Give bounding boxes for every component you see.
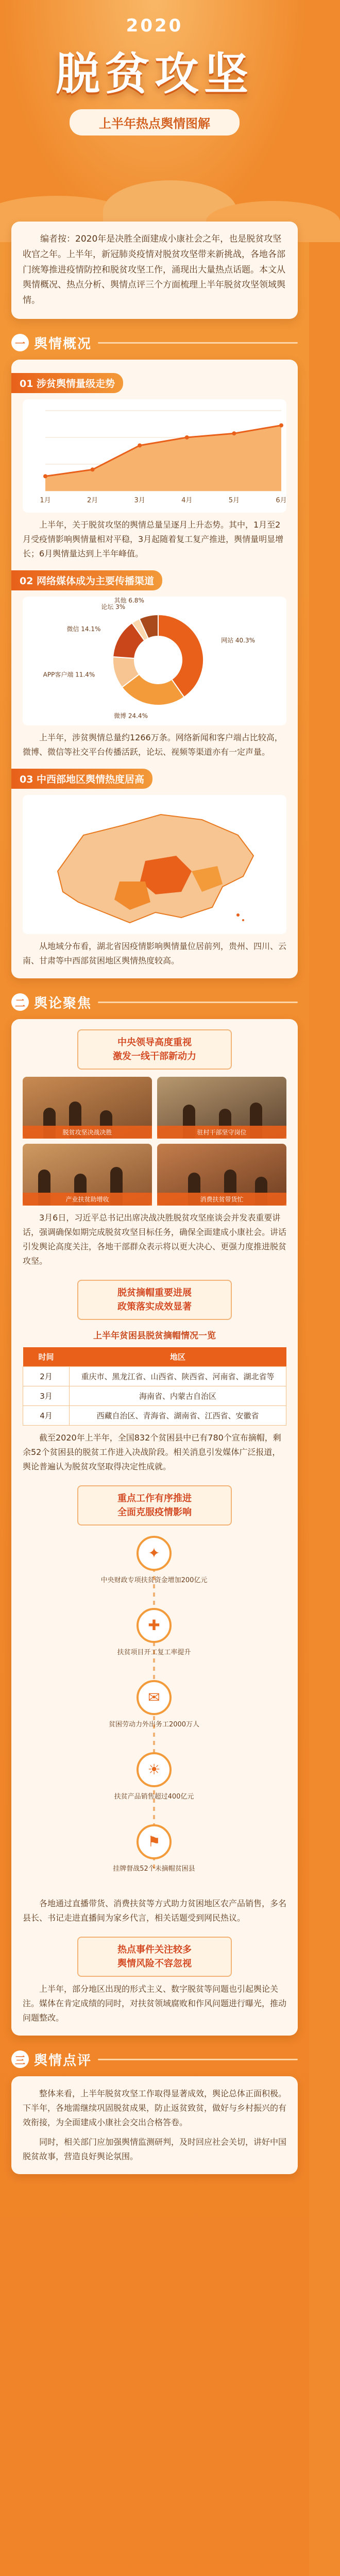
pie-label: APP客户端 11.4%: [43, 671, 95, 679]
focus-tag-risk: 热点事件关注较多 舆情风险不容忽视: [77, 1937, 232, 1977]
review-para-1: 整体来看，上半年脱贫攻坚工作取得显著成效，舆论总体正面积极。下半年，各地需继续巩固脱贫成果，防止返贫致贫，做好与乡村振兴的有效衔接，为全面建成小康社会交出合格答卷。: [23, 2088, 287, 2127]
table-cell: 3月: [23, 1386, 70, 1405]
trend-point: [232, 431, 236, 435]
x-tick-label: 4月: [181, 496, 193, 504]
flow-icon: ✚: [137, 1608, 172, 1643]
flow-icon: ✉: [137, 1680, 172, 1715]
table-row: [23, 1366, 286, 1386]
table-cell: 2月: [23, 1366, 70, 1386]
photo-caption: 脱贫攻坚决战决胜: [23, 1126, 152, 1139]
flow-text: 贫困劳动力外出务工2000万人: [108, 1720, 200, 1728]
x-tick-label: 6月: [276, 496, 287, 504]
table-row: [23, 1405, 286, 1425]
intro-card: [11, 222, 298, 319]
table-title: 上半年贫困县脱贫摘帽情况一览: [93, 1330, 216, 1341]
x-tick-label: 3月: [134, 496, 145, 504]
work-flow-diagram: [23, 1531, 286, 1891]
section-head-overview: [11, 333, 298, 352]
hero-banner: [0, 0, 309, 242]
flow-text: 扶贫产品销售超过400亿元: [114, 1792, 194, 1801]
news-photo: [157, 1144, 286, 1206]
focus-para-3: 各地通过直播带货、消费扶贫等方式助力贫困地区农产品销售，多名县长、书记走进直播间为家乡代言，相关话题受到网民热议。: [23, 1898, 287, 1923]
photo-grid: [23, 1077, 286, 1206]
table-cell: 重庆市、黑龙江省、山西省、陕西省、河南省、湖北省等: [70, 1366, 286, 1386]
trend-point: [185, 435, 189, 439]
overview-para-3: 从地域分布看，湖北省因疫情影响舆情量位居前列，贵州、四川、云南、甘肃等中西部贫困地区舆情热度较高。: [23, 941, 287, 965]
channel-donut-svg: [27, 597, 290, 720]
section-label: 舆情概况: [34, 336, 92, 352]
subhead-trend: 01 涉贫舆情量级走势: [11, 373, 123, 393]
subhead-channel: 02 网络媒体成为主要传播渠道: [11, 570, 162, 590]
china-map-icon: [27, 799, 281, 930]
review-para-2: 同时，相关部门应加强舆情监测研判，及时回应社会关切，讲好中国脱贫故事，营造良好舆论氛围。: [23, 2137, 287, 2161]
table-cell: 4月: [23, 1405, 70, 1425]
flow-text: 挂牌督战52个未摘帽贫困县: [113, 1865, 195, 1873]
pie-label: 其他 6.8%: [114, 597, 144, 604]
pie-label: 微信 14.1%: [66, 625, 101, 633]
photo-caption: 产业扶贫助增收: [23, 1193, 152, 1206]
news-photo: [157, 1077, 286, 1139]
section-number: 一: [11, 334, 29, 351]
intro-text: 编者按：2020年是决胜全面建成小康社会之年，也是脱贫攻坚收官之年。上半年，新冠肺炎疫情对脱贫攻坚带来新挑战，各地各部门统筹推进疫情防控和脱贫攻坚工作，涌现出大量热点话题。本文从舆情概况、热点分析、舆情点评三个方面梳理上半年脱贫攻坚领域舆情。: [23, 234, 285, 306]
hero-subtitle: 上半年热点舆情图解: [70, 109, 240, 135]
hero-year: 2020: [126, 15, 183, 36]
photo-caption: 消费扶贫带货忙: [157, 1193, 286, 1206]
x-tick-label: 5月: [228, 496, 240, 504]
section-label: 舆情点评: [34, 2053, 92, 2069]
trend-area: [45, 425, 281, 490]
focus-card: [11, 1019, 298, 2036]
pie-label: 论坛 3%: [101, 603, 126, 611]
x-tick-label: 1月: [40, 496, 51, 504]
region-map: [23, 795, 286, 934]
flow-text: 中央财政专项扶贫资金增加200亿元: [100, 1576, 208, 1584]
channel-chart: [23, 597, 286, 725]
flow-icon: ⚑: [137, 1824, 172, 1859]
x-tick-label: 2月: [87, 496, 98, 504]
section-number: 二: [11, 993, 29, 1011]
focus-para-2: 截至2020年上半年，全国832个贫困县中已有780个宣布摘帽，剩余52个贫困县的脱贫工作进入决战阶段。相关消息引发媒体广泛报道，舆论普遍认为脱贫攻坚取得决定性成就。: [23, 1432, 281, 1471]
section-head-focus: [11, 993, 298, 1012]
pie-label: 微博 24.4%: [114, 712, 148, 720]
poverty-exit-table: [23, 1347, 286, 1426]
overview-card: [11, 360, 298, 978]
news-photo: [23, 1144, 152, 1206]
table-row: [23, 1386, 286, 1405]
section-head-review: [11, 2050, 298, 2069]
focus-tag-leaders: 中央领导高度重视 激发一线干部新动力: [77, 1029, 232, 1070]
table-header-region: 地区: [70, 1347, 286, 1367]
overview-para-2: 上半年，涉贫舆情总量约1266万条。网络新闻和客户端占比较高，微博、微信等社交平台传播活跃，论坛、视频等渠道亦有一定声量。: [23, 732, 283, 757]
flow-icon: ☀: [137, 1752, 172, 1787]
subhead-region: 03 中西部地区舆情热度居高: [11, 769, 152, 789]
news-photo: [23, 1077, 152, 1139]
pie-label: 网站 40.3%: [221, 636, 256, 644]
photo-caption: 驻村干部坚守岗位: [157, 1126, 286, 1139]
trend-chart-svg: [27, 403, 290, 506]
trend-chart: [23, 399, 286, 513]
flow-icon: ✦: [137, 1536, 172, 1571]
trend-point: [138, 443, 142, 447]
focus-tag-progress: 脱贫摘帽重要进展 政策落实成效显著: [77, 1280, 232, 1320]
trend-point: [43, 474, 47, 478]
review-card: [11, 2076, 298, 2174]
table-header-time: 时间: [23, 1347, 70, 1367]
focus-para-1: 3月6日，习近平总书记出席决战决胜脱贫攻坚座谈会并发表重要讲话，强调确保如期完成脱贫攻坚目标任务，确保全面建成小康社会。讲话引发舆论高度关注，各地干部群众表示将以更大决心、更强力度推进脱贫攻坚。: [23, 1212, 287, 1266]
trend-point: [91, 467, 95, 471]
hero-title: 脱贫攻坚: [56, 48, 253, 100]
section-number: 三: [11, 2050, 29, 2068]
overview-para-1: 上半年，关于脱贫攻坚的舆情总量呈逐月上升态势。其中，1月至2月受疫情影响舆情量相对平稳，3月起随着复工复产推进，舆情量明显增长；6月舆情量达到上半年峰值。: [23, 519, 284, 558]
focus-tag-work: 重点工作有序推进 全面克服疫情影响: [77, 1485, 232, 1526]
section-label: 舆论聚焦: [34, 995, 92, 1011]
table-cell: 西藏自治区、青海省、湖南省、江西省、安徽省: [70, 1405, 286, 1425]
trend-point: [279, 423, 283, 427]
focus-para-4: 上半年，部分地区出现的形式主义、数字脱贫等问题也引起舆论关注。媒体在肯定成绩的同时，对扶贫领域腐败和作风问题进行曝光，推动问题整改。: [23, 1984, 287, 2023]
table-cell: 海南省、内蒙古自治区: [70, 1386, 286, 1405]
flow-text: 扶贫项目开工复工率提升: [117, 1648, 191, 1656]
